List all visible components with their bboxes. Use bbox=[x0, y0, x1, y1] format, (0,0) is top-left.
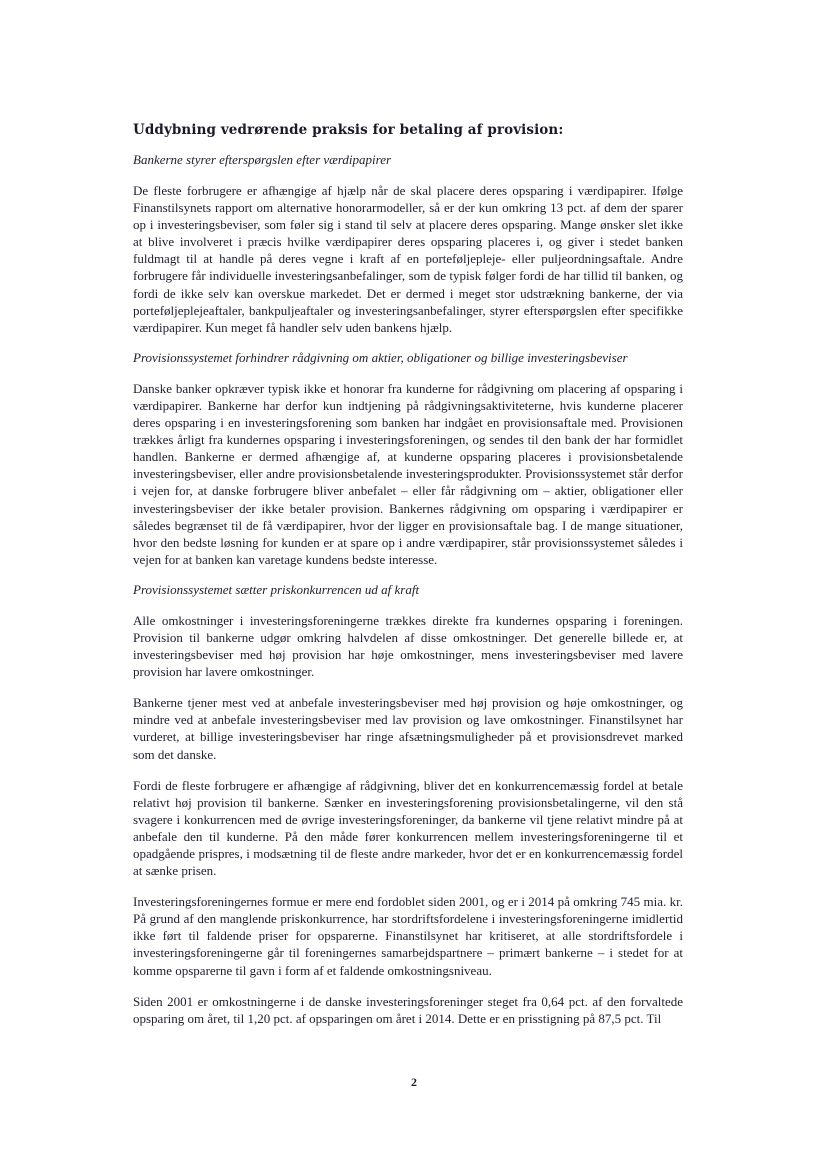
body-paragraph: Alle omkostninger i investeringsforeningerne trækkes direkte fra kundernes opsparing i foreningen. Provision til bankerne udgør omkring halvdelen af disse omkostninger. Det generelle billede er, at investeringsbeviser med høj provision har høje omkostninger, mens investeringsbeviser med lavere provision har lavere omkostninger. bbox=[133, 612, 683, 680]
document-heading: Uddybning vedrørende praksis for betaling af provision: bbox=[133, 122, 564, 138]
body-paragraph: Siden 2001 er omkostningerne i de danske investeringsforeninger steget fra 0,64 pct. af den forvaltede opsparing om året, til 1,20 pct. af opsparingen om året i 2014. Dette er en prisstigning på 87,5 pct. Til bbox=[133, 993, 683, 1026]
body-paragraph: Bankerne tjener mest ved at anbefale investeringsbeviser med høj provision og høje omkostninger, og mindre ved at anbefale investeringsbeviser med lav provision og lave omkostninger. Finanstilsynet har vurderet, at billige investeringsbeviser har ringe afsætningsmuligheder på et provisionsdrevet marked som det danske. bbox=[133, 695, 683, 762]
body-paragraph: De fleste forbrugere er afhængige af hjælp når de skal placere deres opsparing i værdipapirer. Ifølge Finanstilsynets rapport om alternative honorarmodeller, så er der kun omkring 13 pct. af dem der sparer op i investeringsbeviser, som føler sig i stand til selv at placere deres opsparing. Mange ønsker slet ikke at blive involveret i præcis hvilke værdipapirer deres opsparing placeres i, og giver i stedet banken fuldmagt til at handle på deres vegne i kraft af en porteføljepleje- eller puljeordningsaftale. Andre forbrugere får individuelle investeringsanbefalinger, som de typisk følger fordi de har tillid til banken, og fordi de ikke selv kan overskue markedet. Det er dermed i meget stor udstrækning bankerne, der via porteføljeplejeaftaler, bankpuljeaftaler og investeringsanbefalinger, styrer efterspørgslen efter specifikke værdipapirer. Kun meget få handler selv uden bankens hjælp. bbox=[133, 183, 683, 335]
section-subheading: Bankerne styrer efterspørgslen efter værdipapirer bbox=[133, 152, 392, 167]
section-subheading: Provisionssystemet sætter priskonkurrencen ud af kraft bbox=[133, 581, 420, 597]
body-paragraph: Fordi de fleste forbrugere er afhængige af rådgivning, bliver det en konkurrencemæssig fordel at betale relativt høj provision til bankerne. Sænker en investeringsforening provisionsbetalingerne, vil den stå svagere i konkurrencen med de øvrige investeringsforeninger, da bankerne vil tjene relativt mindre på at anbefale den til kunderne. På den måde fører konkurrencen mellem investeringsforeningerne til et opadgående prispres, i modsætning til de fleste andre markeder, hvor det er en konkurrencemæssig fordel at sænke prisen. bbox=[133, 777, 683, 879]
body-paragraph: Danske banker opkræver typisk ikke et honorar fra kunderne for rådgivning om placering af opsparing i værdipapirer. Bankerne har derfor kun indtjening på rådgivningsaktiviteterne, hvis kunderne placerer deres opsparing i en investeringsforening som banken har indgået en provisionsaftale med. Provisionen trækkes årligt fra kundernes opsparing i investeringsforeningen, og sendes til den bank der har formidlet handlen. Bankerne er dermed afhængige af, at kunderne opsparing placeres i provisionsbetalende investeringsbeviser, eller andre provisionsbetalende investeringsprodukter. Provisionssystemet står derfor i vejen for, at danske forbrugere bliver anbefalet – eller får rådgivning om – aktier, obligationer eller investeringsbeviser der ikke betaler provision. Bankernes rådgivning om opsparing i værdipapirer er således begrænset til de få værdipapirer, hvor der ligger en provisionsaftale bag. I de mange situationer, hvor den bedste løsning for kunden er at spare op i andre værdipapirer, står provisionssystemet således i vejen for at banken kan varetage kundens bedste interesse. bbox=[133, 380, 683, 567]
section-subheading: Provisionssystemet forhindrer rådgivning om aktier, obligationer og billige investeringsbeviser bbox=[133, 349, 628, 365]
page-content bbox=[133, 122, 683, 1041]
page-number: 2 bbox=[411, 1075, 417, 1089]
body-paragraph: Investeringsforeningernes formue er mere end fordoblet siden 2001, og er i 2014 på omkring 745 mia. kr. På grund af den manglende priskonkurrence, har stordriftsfordelene i investeringsforeningerne imidlertid ikke ført til faldende priser for opsparerne. Finanstilsynet har kritiseret, at alle stordriftsfordele i investeringsforeningerne går til foreningernes samarbejdspartnere – primært bankerne – i stedet for at komme opsparerne til gavn i form af et faldende omkostningsniveau. bbox=[133, 894, 683, 978]
